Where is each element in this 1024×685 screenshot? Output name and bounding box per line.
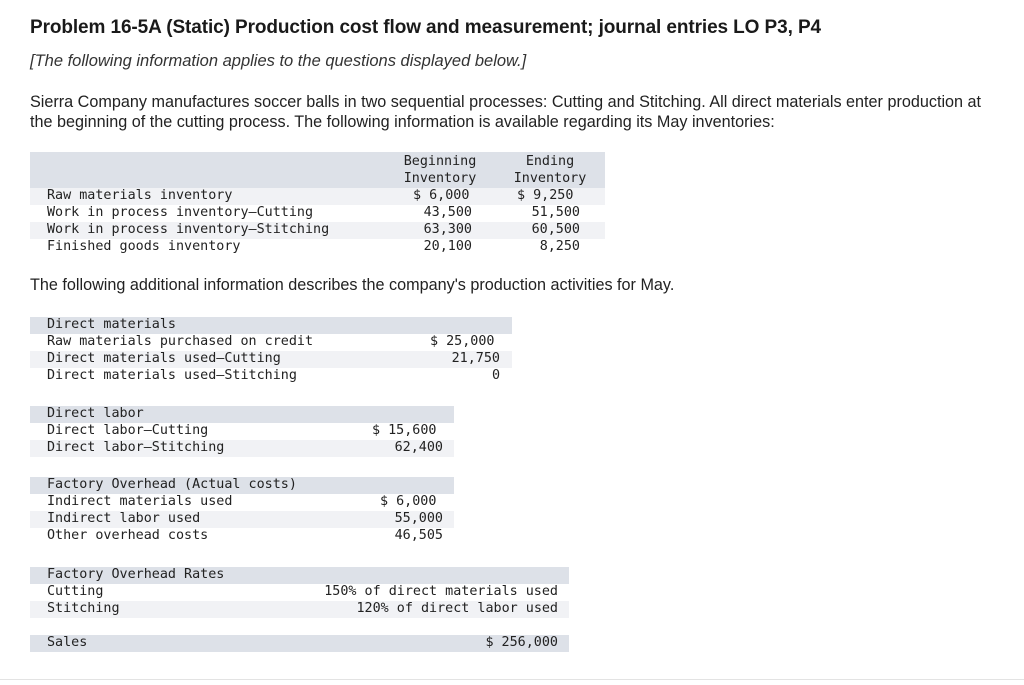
sales-label: Sales: [47, 635, 88, 650]
row-label: Indirect labor used: [47, 511, 201, 526]
row-value: 62,400: [394, 440, 443, 455]
sales-value: $ 256,000: [485, 635, 558, 650]
intro-paragraph: Sierra Company manufactures soccer balls in two sequential processes: Cutting and Stitching. All direct materials enter production at the beginning of the cutting process. The following information is available regarding its May inventories:: [30, 93, 982, 131]
row-label: Direct materials used—Cutting: [47, 351, 281, 366]
column-header-beginning: Beginning Inventory: [403, 154, 477, 186]
row-value: 0: [491, 368, 500, 383]
row-label: Work in process inventory—Stitching: [47, 222, 330, 237]
row-end-value: 60,500: [531, 222, 580, 237]
row-label: Direct materials used—Stitching: [47, 368, 297, 383]
divider: [0, 679, 1024, 680]
row-label: Other overhead costs: [47, 528, 209, 543]
row-label: Cutting: [47, 584, 104, 599]
row-end-value: 51,500: [531, 205, 580, 220]
row-label: Indirect materials used: [47, 494, 233, 509]
problem-subtitle: [The following information applies to the questions displayed below.]: [30, 52, 527, 70]
row-value: 21,750: [451, 351, 500, 366]
problem-title: Problem 16-5A (Static) Production cost flow and measurement; journal entries LO P3, P4: [30, 17, 821, 38]
row-label: Stitching: [47, 601, 120, 616]
row-value: 55,000: [394, 511, 443, 526]
row-label: Work in process inventory—Cutting: [47, 205, 314, 220]
column-header-ending: Ending Inventory: [513, 154, 587, 186]
section-heading: Factory Overhead (Actual costs): [47, 477, 297, 492]
row-value: 120% of direct labor used: [356, 601, 558, 616]
section-heading: Direct materials: [47, 317, 176, 332]
row-label: Raw materials inventory: [47, 188, 233, 203]
row-value: $ 6,000: [380, 494, 437, 509]
row-begin-value: $ 6,000: [413, 188, 470, 203]
section-heading: Factory Overhead Rates: [47, 567, 225, 582]
row-value: 46,505: [394, 528, 443, 543]
row-label: Direct labor—Cutting: [47, 423, 209, 438]
row-begin-value: 43,500: [423, 205, 472, 220]
row-value: 150% of direct materials used: [324, 584, 558, 599]
additional-info-text: The following additional information describes the company's production activities for May.: [30, 276, 675, 294]
row-end-value: $ 9,250: [517, 188, 574, 203]
row-value: $ 15,600: [372, 423, 437, 438]
row-value: $ 25,000: [430, 334, 495, 349]
row-label: Direct labor—Stitching: [47, 440, 225, 455]
row-begin-value: 63,300: [423, 222, 472, 237]
row-label: Raw materials purchased on credit: [47, 334, 314, 349]
row-end-value: 8,250: [539, 239, 580, 254]
row-begin-value: 20,100: [423, 239, 472, 254]
section-heading: Direct labor: [47, 406, 144, 421]
row-label: Finished goods inventory: [47, 239, 241, 254]
